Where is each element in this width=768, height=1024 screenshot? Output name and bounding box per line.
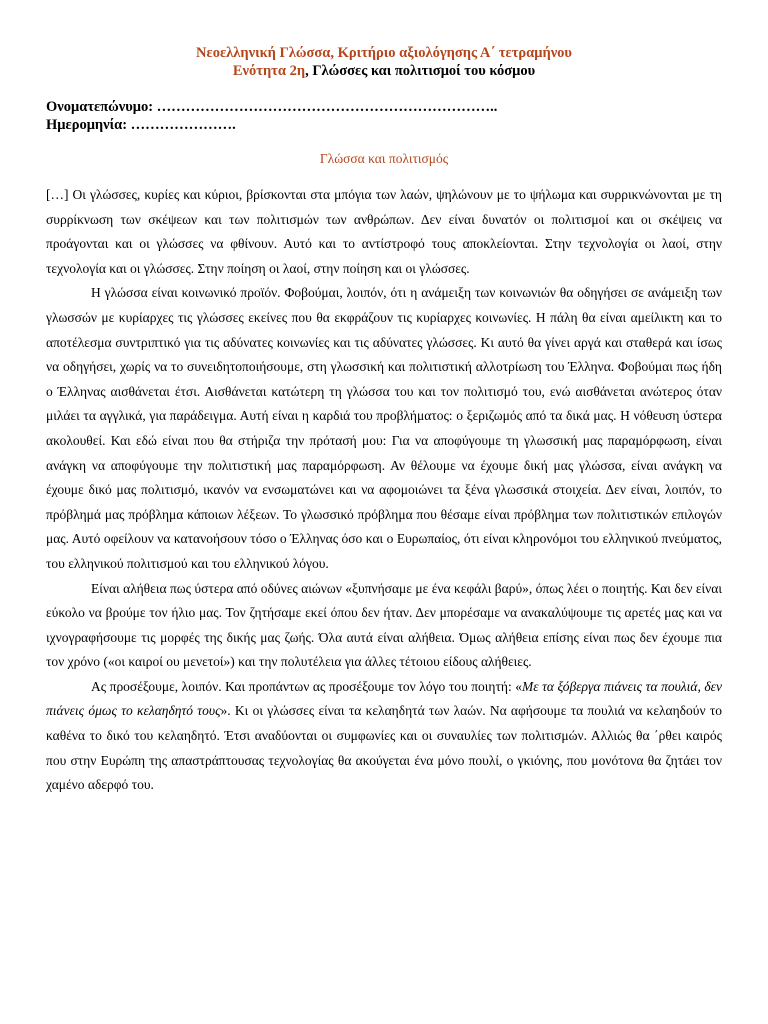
text-body bbox=[46, 183, 722, 798]
paragraph-4 bbox=[46, 675, 722, 798]
paragraph-1: […] Οι γλώσσες, κυρίες και κύριοι, βρίσκονται στα μπόγια των λαών, ψηλώνουν με το ψήλωμα και συρρικνώνονται με τη συρρίκνωση των σκέψεων και των πολιτισμών των ανθρώπων. Δεν είναι δυνατόν οι πολιτισμοί και οι σκέψεις να προάγονται και οι γλώσσες να φθίνουν. Αυτό και το αντίστροφό τους αποκλείονται. Στην τεχνολογία οι λαοί, στην τεχνολογία και οι γλώσσες. Στην ποίηση οι λαοί, στην ποίηση και οι γλώσσες. bbox=[46, 187, 722, 276]
paragraph-4-rest: ». Κι οι γλώσσες είναι τα κελαηδητά των λαών. Να αφήσουμε τα πουλιά να κελαηδούν το καθένα το δικό του κελαηδητό. Έτσι αναδύονται οι συμφωνίες και οι συναυλίες των πολιτισμών. Αλλιώς θα ΄ρθει καιρός που στην Ευρώπη της απαστράπτουσας τεχνολογίας θα ακούγεται ένα μόνο πουλί, ο γκιόνης, που μονότονα θα ζητάει τον χαμένο αδερφό του. bbox=[46, 703, 723, 793]
header-line-1: Νεοελληνική Γλώσσα, Κριτήριο αξιολόγησης Α΄ τετραμήνου bbox=[196, 45, 572, 61]
paragraph-4-intro: Ας προσέξουμε, λοιπόν. Και προπάντων ας προσέξουμε τον λόγο του ποιητή: « bbox=[91, 678, 522, 694]
date-field: Ημερομηνία: …………………. bbox=[46, 117, 236, 133]
unit-title: , Γλώσσες και πολιτισμοί του κόσμου bbox=[305, 63, 536, 79]
unit-label: Ενότητα 2η bbox=[232, 63, 306, 79]
paragraph-2: Η γλώσσα είναι κοινωνικό προϊόν. Φοβούμαι, λοιπόν, ότι η ανάμειξη των κοινωνιών θα οδηγήσει σε ανάμειξη των γλωσσών με κυρίαρχες τις γλώσσες εκείνες που θα εκφράζουν τις κυρίαρχες κοινωνίες. Η πάλη θα είναι αμείλικτη και το αποτέλεσμα συντριπτικό για τις αδύνατες κοινωνίες και τις αδύνατες γλώσσες. Κι αυτό θα γίνει αργά και σταθερά και ίσως να οδηγήσει, χωρίς να το συνειδητοποιήσουμε, στη γλωσσική και πολιτιστική αλλοτρίωση του Έλληνα. Φοβούμαι πως ήδη ο Έλληνας αισθάνεται έτσι. Αισθάνεται κατώτερη τη γλώσσα του και τον πολιτισμό του, ενώ αισθάνεται ανώτερος όταν μιλάει τα αγγλικά, για παράδειγμα. Αυτή είναι η καρδιά του προβλήματος: ο ξεριζωμός από τα δικά μας. Η νόθευση ύστερα ακολουθεί. Και εδώ είναι που θα στήριζα την πρότασή μου: Για να αποφύγουμε τη γλωσσική μας παραμόρφωση, είναι ανάγκη να αποφύγουμε την πολιτιστική μας παραμόρφωση. Αν θέλουμε να έχουμε δική μας γλώσσα, είναι ανάγκη να έχουμε δικό μας πολιτισμό, ικανόν να ενσωματώνει και να αφομοιώνει τα ξένα γλωσσικά στοιχεία. Δεν είναι, λοιπόν, το πρόβλημά μας πρόβλημα κάποιων λέξεων. Το γλωσσικό πρόβλημα που θέσαμε είναι πρόβλημα των πολιτιστικών επιλογών μας. Αυτό οφείλουν να κατανοήσουν τόσο ο Έλληνας όσο και ο Ευρωπαίος, ότι είναι κληρονόμοι του ελληνικού πνεύματος, του ελληνικού πολιτισμού και του ελληνικού λόγου. bbox=[46, 285, 722, 571]
paragraph-3: Είναι αλήθεια πως ύστερα από οδύνες αιώνων «ξυπνήσαμε με ένα κεφάλι βαρύ», όπως λέει ο ποιητής. Και δεν είναι εύκολο να βρούμε τον ήλιο μας. Τον ζητήσαμε εκεί όπου δεν ήταν. Δεν μπορέσαμε να ανακαλύψουμε τις αρετές μας και να ιχνογραφήσουμε τις μορφές της δικής μας ζωής. Όλα αυτά είναι αλήθεια. Όμως αλήθεια επίσης είναι πως δεν έχουμε πια τον χρόνο («οι καιροί ου μενετοί») και την πολυτέλεια για άλλες τέτοιου είδους αλήθειες. bbox=[46, 580, 722, 670]
header-line-2 bbox=[0, 63, 768, 80]
name-field: Ονοματεπώνυμο: …………………………………………………………….. bbox=[46, 99, 498, 115]
poet-quote: Με τα ξόβεργα πιάνεις τα πουλιά, δεν πιάνεις όμως το κελαηδητό τους bbox=[46, 678, 722, 719]
text-title: Γλώσσα και πολιτισμός bbox=[319, 151, 449, 166]
